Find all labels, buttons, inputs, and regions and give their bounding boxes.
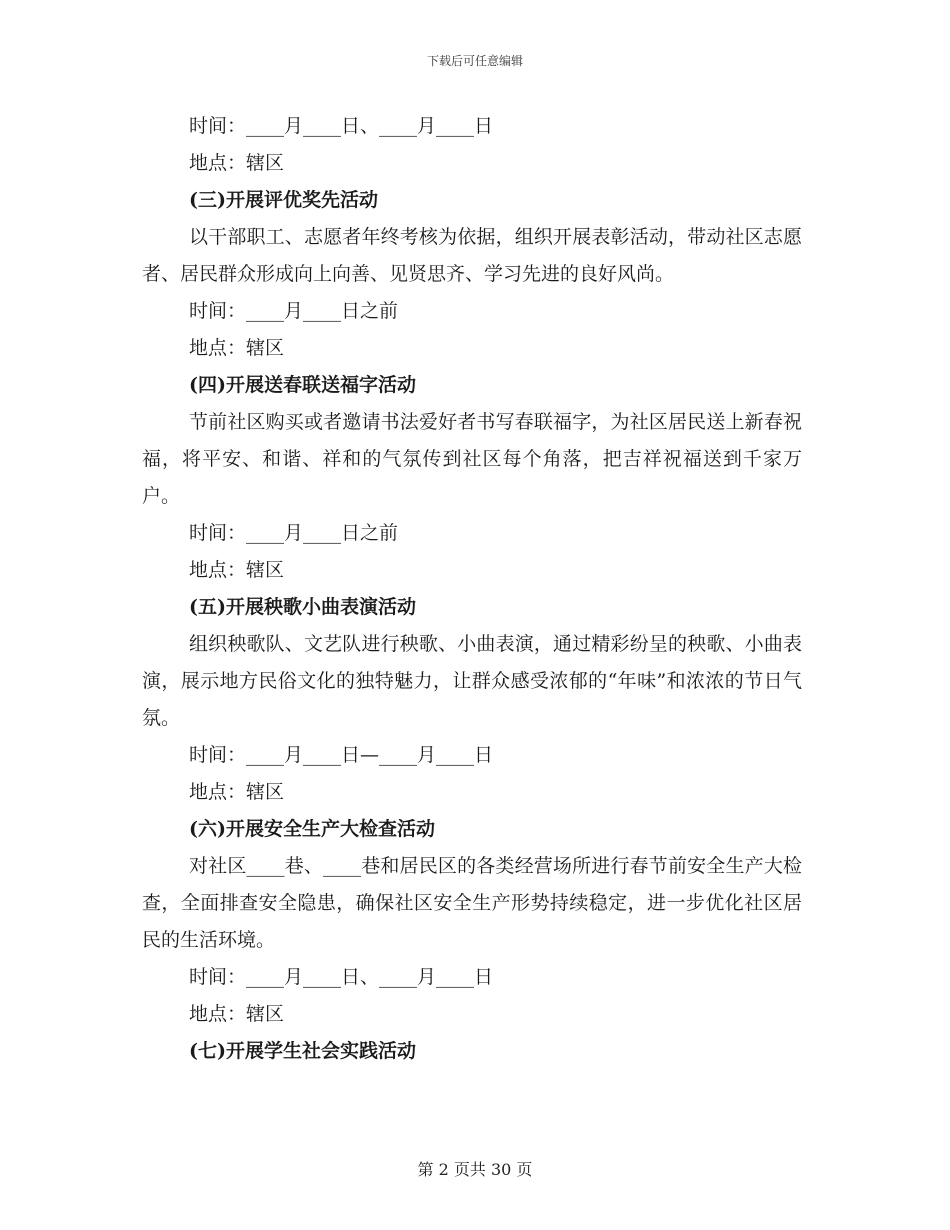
paragraph: 节前社区购买或者邀请书法爱好者书写春联福字，为社区居民送上新春祝福，将平安、和谐、祥和的气氛传到社区每个角落，把吉祥祝福送到千家万户。 bbox=[142, 411, 802, 507]
location-line: 地点：辖区 bbox=[189, 1003, 285, 1025]
location-line: 地点：辖区 bbox=[189, 337, 285, 359]
section-heading: (七)开展学生社会实践活动 bbox=[189, 1040, 416, 1062]
section-heading: (四)开展送春联送福字活动 bbox=[189, 374, 416, 396]
section-heading: (五)开展秧歌小曲表演活动 bbox=[189, 596, 416, 618]
page-footer: 第 2 页共 30 页 bbox=[417, 1160, 533, 1179]
section-heading: (三)开展评优奖先活动 bbox=[189, 189, 378, 211]
location-line: 地点：辖区 bbox=[189, 781, 285, 803]
time-line: 时间：____月____日之前 bbox=[189, 300, 399, 322]
time-line: 时间：____月____日之前 bbox=[189, 522, 399, 544]
time-line: 时间：____月____日、____月____日 bbox=[189, 115, 494, 137]
section-heading: (六)开展安全生产大检查活动 bbox=[189, 818, 435, 840]
time-line: 时间：____月____日、____月____日 bbox=[189, 966, 494, 988]
paragraph: 组织秧歌队、文艺队进行秧歌、小曲表演，通过精彩纷呈的秧歌、小曲表演，展示地方民俗文化的独特魅力，让群众感受浓郁的“年味”和浓浓的节日气氛。 bbox=[142, 633, 802, 729]
paragraph: 对社区____巷、____巷和居民区的各类经营场所进行春节前安全生产大检查，全面排查安全隐患，确保社区安全生产形势持续稳定，进一步优化社区居民的生活环境。 bbox=[142, 855, 802, 951]
paragraph: 以干部职工、志愿者年终考核为依据，组织开展表彰活动，带动社区志愿者、居民群众形成向上向善、见贤思齐、学习先进的良好风尚。 bbox=[142, 226, 802, 285]
page-header: 下载后可任意编辑 bbox=[426, 54, 523, 68]
document-body bbox=[142, 108, 802, 1070]
location-line: 地点：辖区 bbox=[189, 559, 285, 581]
location-line: 地点：辖区 bbox=[189, 152, 285, 174]
time-line: 时间：____月____日—____月____日 bbox=[189, 744, 494, 766]
